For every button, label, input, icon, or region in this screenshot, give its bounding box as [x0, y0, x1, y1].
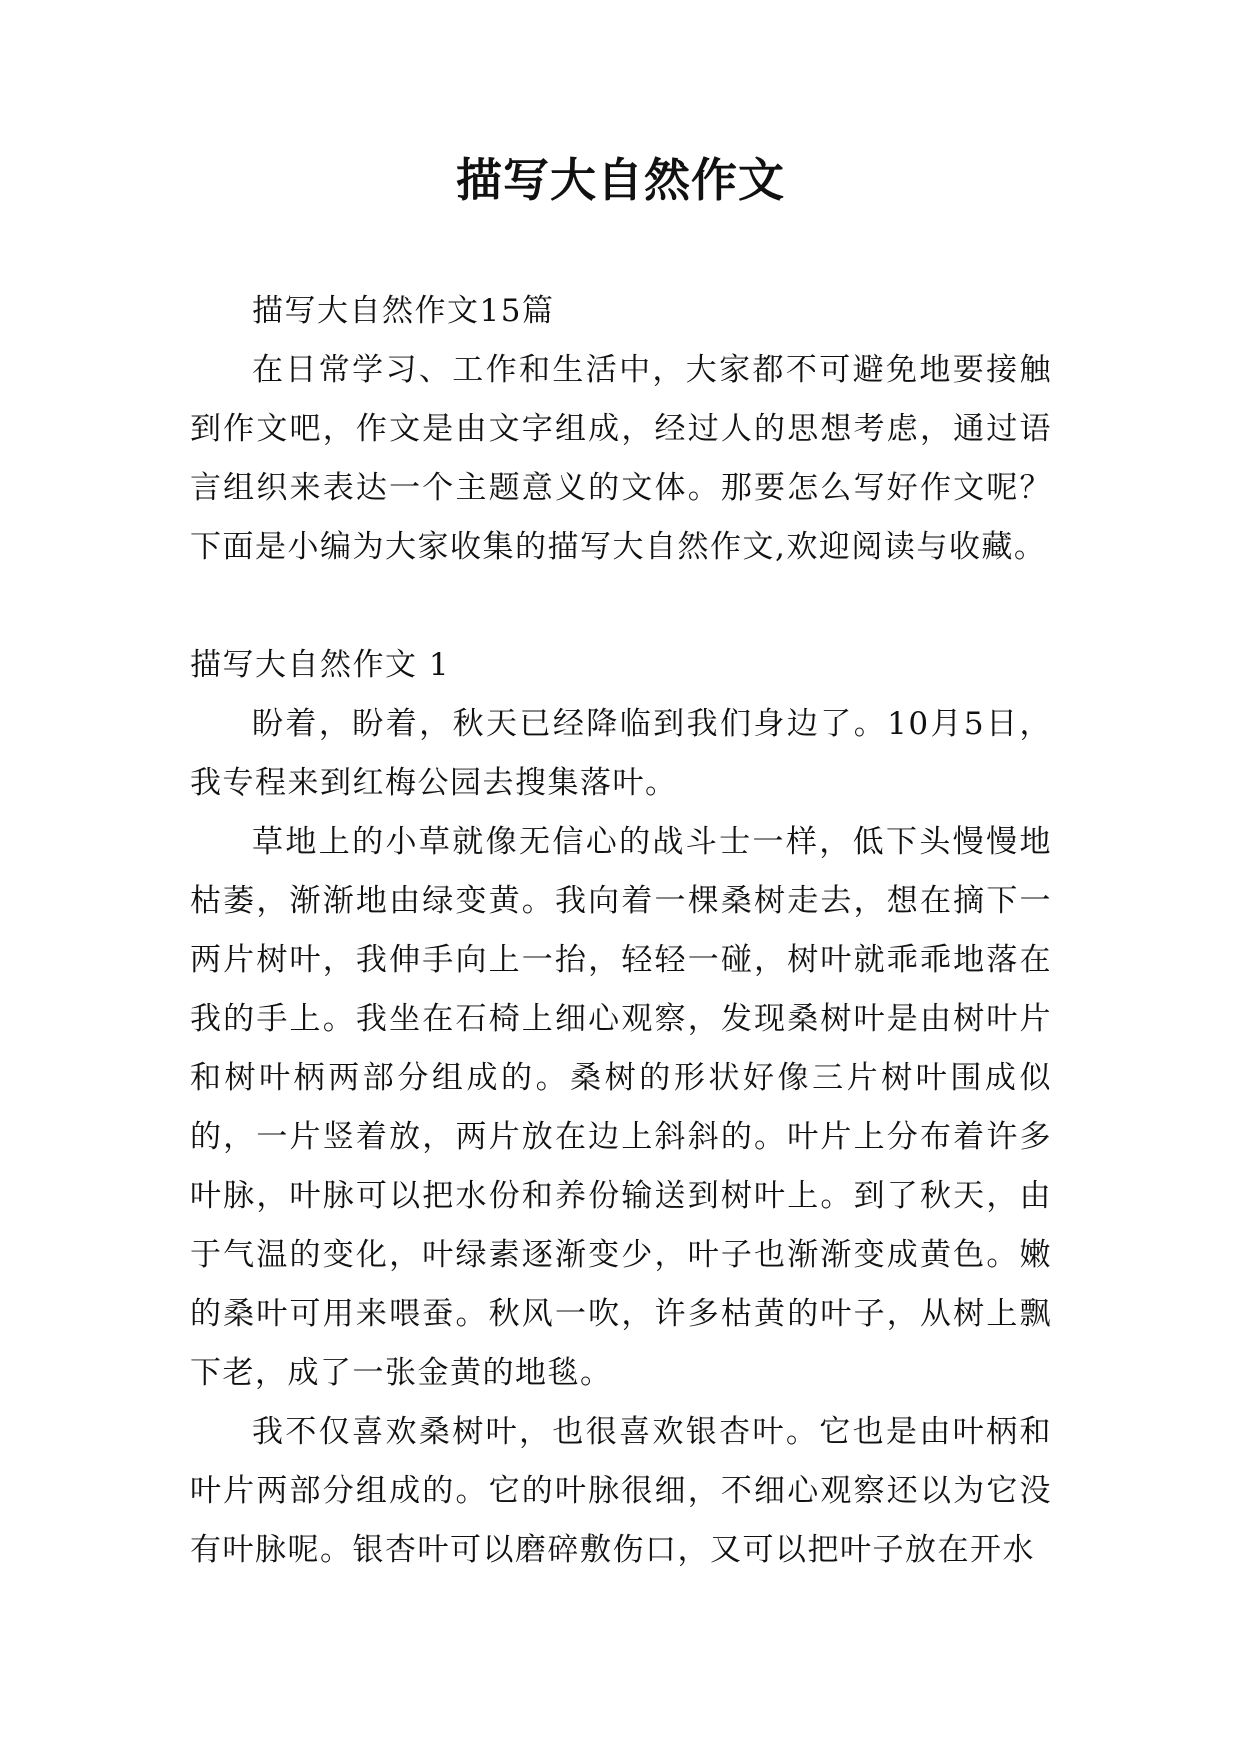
body-paragraph: 盼着，盼着，秋天已经降临到我们身边了。10月5日，我专程来到红梅公园去搜集落叶。	[190, 706, 1052, 801]
section-heading: 描写大自然作文 1	[190, 647, 451, 683]
body-paragraph: 草地上的小草就像无信心的战斗士一样，低下头慢慢地枯萎，渐渐地由绿变黄。我向着一棵桑树走去，想在摘下一两片树叶，我伸手向上一抬，轻轻一碰，树叶就乖乖地落在我的手上。我坐在石椅上细心观察，发现桑树叶是由树叶片和树叶柄两部分组成的。桑树的形状好像三片树叶围成似的，一片竖着放，两片放在边上斜斜的。叶片上分布着许多叶脉，叶脉可以把水份和养份输送到树叶上。到了秋天，由于气温的变化，叶绿素逐渐变少，叶子也渐渐变成黄色。嫩的桑叶可用来喂蚕。秋风一吹，许多枯黄的叶子，从树上飘下老，成了一张金黄的地毯。	[190, 824, 1052, 1391]
intro-paragraph: 在日常学习、工作和生活中，大家都不可避免地要接触到作文吧，作文是由文字组成，经过人的思想考虑，通过语言组织来表达一个主题意义的文体。那要怎么写好作文呢？下面是小编为大家收集的描写大自然作文,欢迎阅读与收藏。	[190, 352, 1052, 565]
body-paragraph: 我不仅喜欢桑树叶，也很喜欢银杏叶。它也是由叶柄和叶片两部分组成的。它的叶脉很细，不细心观察还以为它没有叶脉呢。银杏叶可以磨碎敷伤口，又可以把叶子放在开水	[190, 1414, 1052, 1568]
document-title: 描写大自然作文	[456, 153, 785, 207]
document-body	[190, 282, 1052, 1580]
document-subtitle: 描写大自然作文15篇	[252, 293, 555, 329]
